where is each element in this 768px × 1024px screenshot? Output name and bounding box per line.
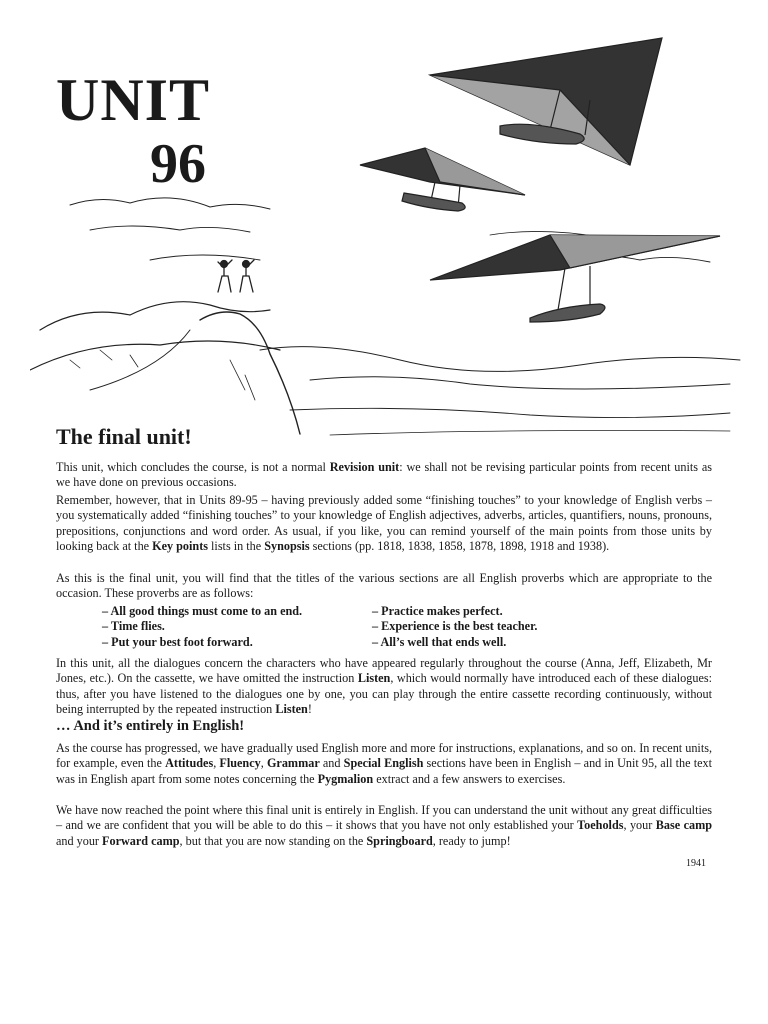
proverb-item: – All’s well that ends well.	[372, 634, 507, 649]
paragraph-dialogues: In this unit, all the dialogues concern the characters who have appeared regularly throughout the course (Anna, Jeff, Elizabeth, Mr Jones, etc.). On the cassette, we have omitted the instruction Listen, which would normally have introduced each of these dialogues: thus, after you have listened to the dialogues one by one, you can play through the entire cassette recording continuously, without being interrupted by the repeated instruction Listen!	[56, 656, 712, 717]
proverb-item: – Practice makes perfect.	[372, 604, 503, 618]
proverb-item: – Time flies.	[102, 619, 165, 634]
paragraph-proverbs-intro: As this is the final unit, you will find that the titles of the various sections are all English proverbs which are appropriate to the occasion. These proverbs are as follows:	[56, 571, 712, 601]
proverb-item: – Put your best foot forward.	[102, 634, 253, 649]
page-number: 1941	[686, 858, 706, 869]
paragraph-progress: As the course has progressed, we have gradually used English more and more for instructions, explanations, and so on. In recent units, for example, even the Attitudes, Fluency, Grammar and Special English sections have been in English – and in Unit 95, all the text was in English apart from some notes concerning the Pygmalion extract and a few answers to exercises.	[56, 741, 712, 786]
proverbs-right-column	[372, 604, 652, 650]
proverb-item: – All good things must come to an end.	[102, 604, 303, 618]
paragraph-intro: This unit, which concludes the course, is not a normal Revision unit: we shall not be revising particular points from recent units as we have done on previous occasions.	[56, 460, 712, 490]
section-subheading: … And it’s entirely in English!	[56, 718, 245, 734]
paragraph-conclusion: We have now reached the point where this final unit is entirely in English. If you can understand the unit without any great difficulties – and we are confident that you will be able to do this – it shows that you have not only established your Toeholds, your Base camp and your Forward camp, but that you are now standing on the Springboard, ready to jump!	[56, 803, 712, 848]
unit-number: 96	[150, 133, 206, 195]
proverbs-left-column	[102, 604, 382, 650]
unit-label: UNIT	[56, 67, 211, 133]
section-heading: The final unit!	[56, 424, 192, 449]
proverb-item: – Experience is the best teacher.	[372, 619, 538, 634]
paragraph-remember: Remember, however, that in Units 89-95 – having previously added some “finishing touches” to your knowledge of English verbs – you systematically added “finishing touches” to your knowledge of English adjectives, adverbs, articles, quantifiers, nouns, pronouns, prepositions, conjunctions and word order. As usual, if you like, you can remind yourself of the main points from those units by looking back at the Key points lists in the Synopsis sections (pp. 1818, 1838, 1858, 1878, 1898, 1918 and 1938).	[56, 493, 712, 554]
